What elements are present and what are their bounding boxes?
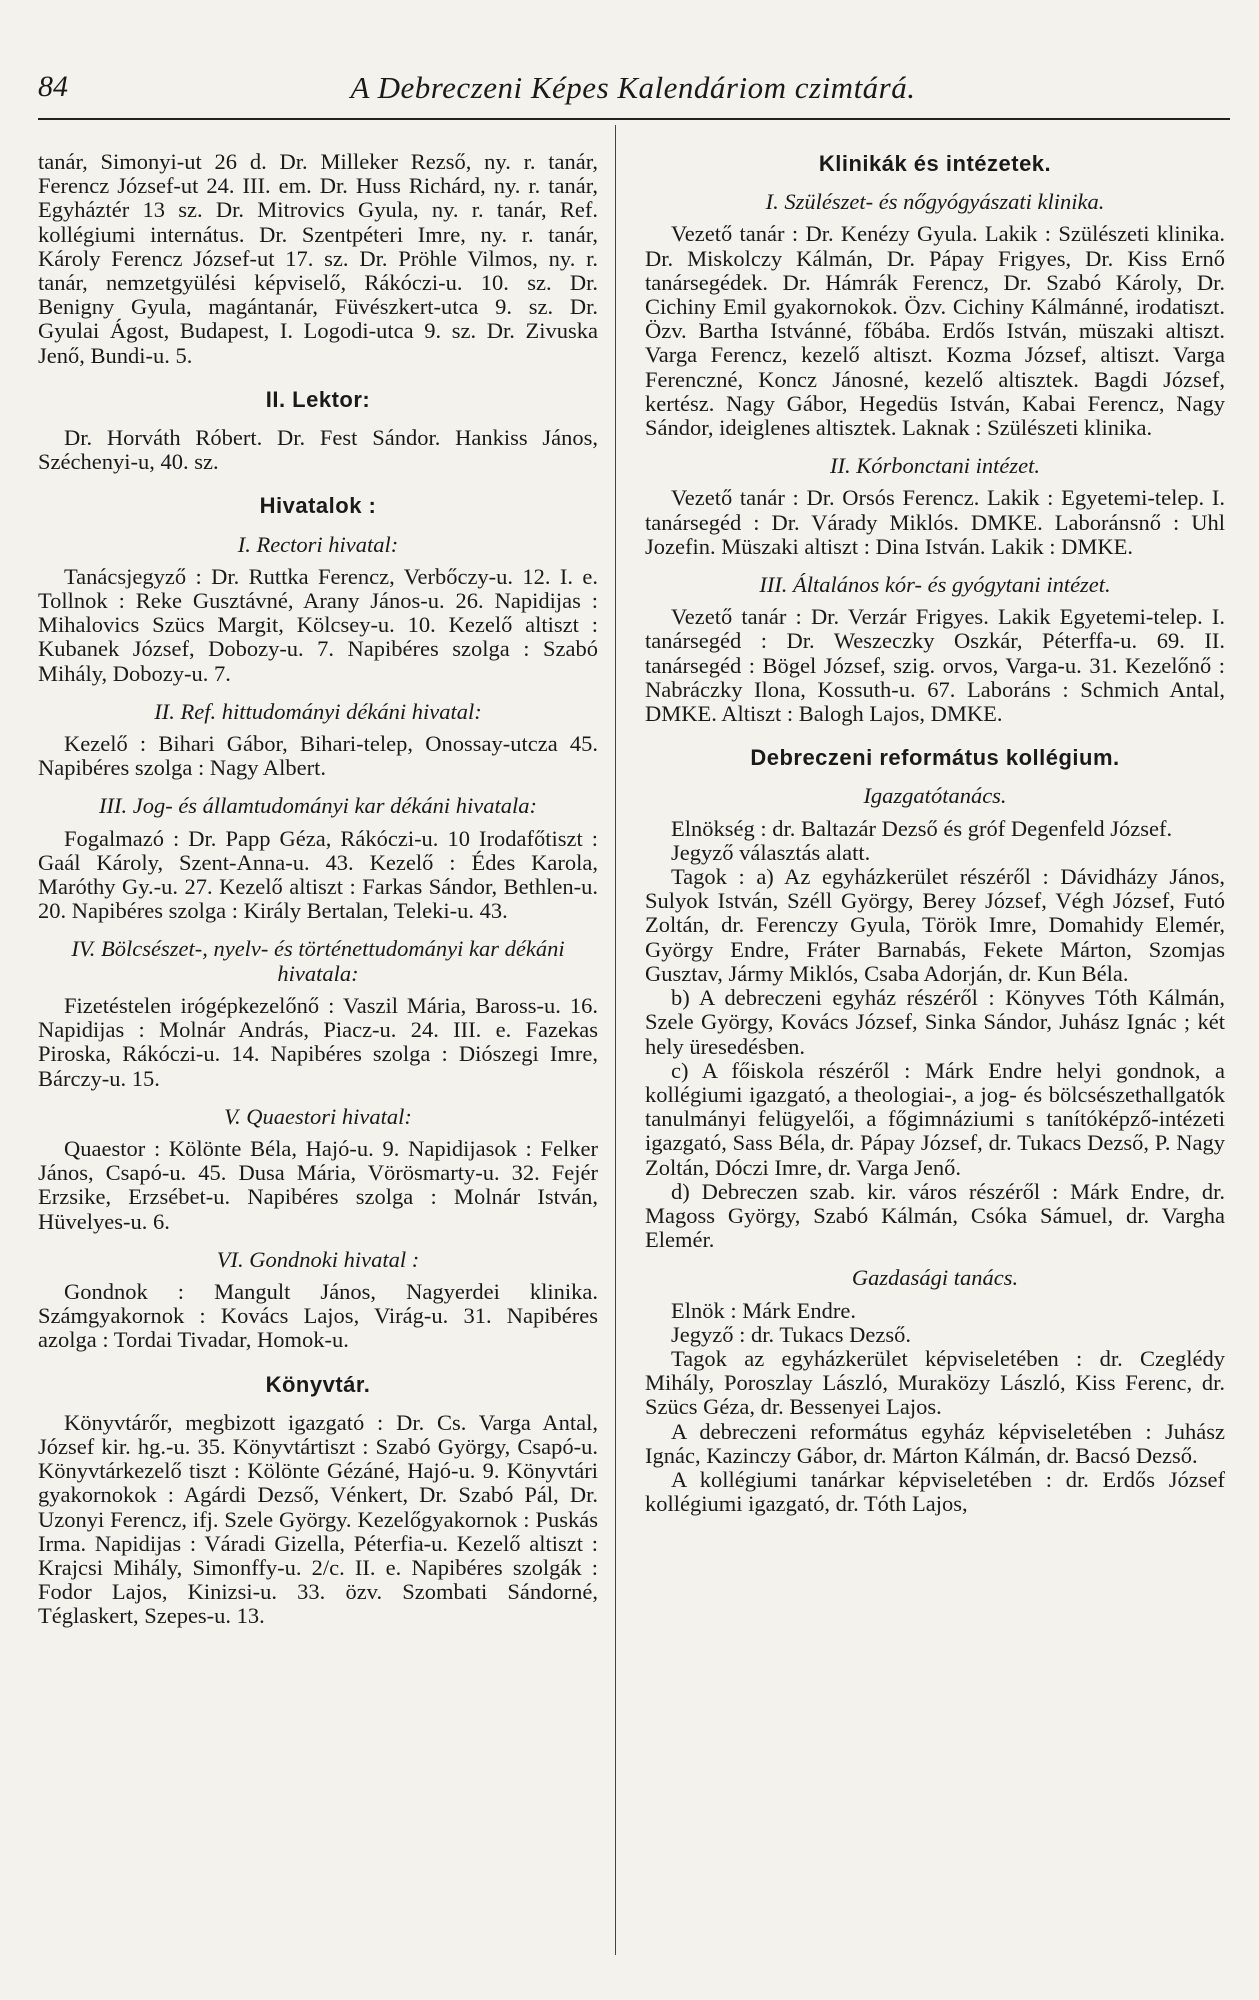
jegyzo2-paragraph: Jegyző : dr. Tukacs Dezső.: [671, 1321, 911, 1347]
elnokseg-paragraph: Elnökség : dr. Baltazár Dezső és gróf Degenfeld József.: [671, 815, 1173, 841]
subheading-altalanos: III. Általános kór- és gyógytani intézet.: [759, 572, 1111, 598]
ref-paragraph: Kezelő : Bihari Gábor, Bihari-telep, Onossay-utcza 45. Napibéres szolga : Nagy Albert.: [38, 731, 598, 781]
tagok-b-paragraph: b) A debreczeni egyház részéről : Könyves Tóth Kálmán, Szele György, Kovács József, Sinka Sándor, Juhász Ignác ; két hely üresedésben.: [645, 985, 1225, 1059]
subheading-quaestori: V. Quaestori hivatal:: [224, 1103, 412, 1129]
tagok2-paragraph: Tagok az egyházkerület képviseletében : dr. Czeglédy Mihály, Poroszlay László, Muraközy László, Kiss Ferenc, dr. Szücs Géza, dr. Bessenyei Lajos.: [645, 1345, 1225, 1420]
subheading-gazdasagi: Gazdasági tanács.: [851, 1265, 1019, 1291]
bolcseszet-paragraph: Fizetéstelen irógépkezelőnő : Vaszil Mária, Baross-u. 16. Napidijas : Molnár András, Piacz-u. 24. III. e. Fazekas Piroska, Rákóczi-u. 14. Napibéres szolga : Diószegi Imre, Bárczy-u. 15.: [38, 992, 598, 1091]
szuleszet-paragraph: Vezető tanár : Dr. Kenézy Gyula. Lakik : Szülészeti klinika. Dr. Miskolczy Kálmán, Dr. Pápay Frigyes, Dr. Kiss Ernő tanársegédek. Dr. Hámrák Ferencz, Dr. Szabó Károly, Dr. Cichiny Emil gyakornokok. Özv. Cichiny Kálmánné, irodatiszt. Özv. Bartha Istvánné, főbába. Erdős István, müszaki altiszt. Varga Ferencz, kezelő altiszt. Kozma József, altiszt. Varga Ferenczné, Koncz Jánosné, kezelő altisztek. Bagdi József, kertész. Nagy Gábor, Hegedüs István, Kabai Ferencz, Nagy Sándor, ideiglenes altisztek. Laknak : Szülészeti klinika.: [645, 221, 1225, 441]
elnok-paragraph: Elnök : Márk Endre.: [671, 1297, 856, 1323]
quaestori-paragraph: Quaestor : Kölönte Béla, Hajó-u. 9. Napidijasok : Felker János, Csapó-u. 45. Dusa Mária, Vörösmarty-u. 32. Fejér Erzsike, Erzsébet-u. Napibéres szolga : Molnár István, Hüvelyes-u. 6.: [38, 1135, 598, 1234]
intro-paragraph: tanár, Simonyi-ut 26 d. Dr. Milleker Rezső, ny. r. tanár, Ferencz József-ut 24. III. em. Dr. Huss Richárd, ny. r. tanár, Egyháztér 13 sz. Dr. Mitrovics Gyula, ny. r. tanár, Ref. kollégiumi internátus. Dr. Szentpéteri Imre, ny. r. tanár, Károly Ferencz József-ut 17. sz. Dr. Pröhle Vilmos, ny. r. tanár, nemzetgyülési képviselő, Rákóczi-u. 10. sz. Dr. Benigny Gyula, magántanár, Füvészkert-utca 9. sz. Dr. Gyulai Ágost, Budapest, I. Logodi-utca 9. sz. Dr. Zivuska Jenő, Bundi-u. 5.: [38, 149, 598, 368]
subheading-gondnoki: VI. Gondnoki hivatal :: [216, 1246, 420, 1272]
page-header: [38, 70, 1228, 110]
subheading-szuleszet: I. Szülészet- és nőgyógyászati klinika.: [765, 189, 1105, 215]
left-column: [38, 150, 598, 1629]
konyvtar-paragraph: Könyvtárőr, megbizott igazgató : Dr. Cs. Varga Antal, József kir. hg.-u. 35. Könyvtártiszt : Szabó György, Csapó-u. Könyvtárkezelő tiszt : Kölönte Gézáné, Hajó-u. 9. Könyvtári gyakornokok : Agárdi Dezső, Vénkert, Dr. Szabó Pál, Dr. Uzonyi Ferencz, ifj. Szele György. Kezelőgyakornok : Puskás Irma. Napidijas : Váradi Gizella, Péterfia-u. Kezelő altiszt : Krajcsi Mihály, Simonffy-u. 2/c. II. e. Napibéres szolgák : Fodor Lajos, Kinizsi-u. 33. özv. Szombati Sándorné, Téglaskert, Szepes-u. 13.: [38, 1409, 598, 1629]
tagok-c-paragraph: c) A főiskola részéről : Márk Endre helyi gondnok, a kollégiumi igazgató, a theologiai-, a jog- és bölcsészethallgatók tanulmányi felügyelői, a főgimnáziumi s tanítóképző-intézeti igazgató, Sass Béla, dr. Pápay József, dr. Tukacs Dezső, P. Nagy Zoltán, Dóczi Imre, dr. Varga Jenő.: [645, 1057, 1225, 1180]
jegyzo-paragraph: Jegyző választás alatt.: [671, 839, 871, 865]
subheading-ref: II. Ref. hittudományi dékáni hivatal:: [154, 698, 482, 724]
page-number: 84: [38, 70, 68, 103]
altalanos-paragraph: Vezető tanár : Dr. Verzár Frigyes. Lakik Egyetemi-telep. I. tanársegéd : Dr. Weszeczky Oszkár, Péterffa-u. 69. II. tanársegéd : Bögel József, szig. orvos, Varga-u. 31. Kezelőnő : Nabráczky Ilona, Kossuth-u. 67. Laboráns : Schmich Antal, DMKE. Altiszt : Balogh Lajos, DMKE.: [645, 604, 1225, 727]
section-heading-hivatalok: Hivatalok :: [259, 493, 377, 519]
subheading-rectori: I. Rectori hivatal:: [237, 531, 399, 557]
subheading-bolcseszet: IV. Bölcsészet-, nyelv- és történettudományi kar dékáni hivatala:: [71, 936, 565, 986]
jog-paragraph: Fogalmazó : Dr. Papp Géza, Rákóczi-u. 10 Irodafőtiszt : Gaál Károly, Szent-Anna-u. 43. Kezelő : Édes Karola, Maróthy Gy.-u. 27. Kezelő altiszt : Farkas Sándor, Bethlen-u. 20. Napibéres szolga : Király Bertalan, Teleki-u. 43.: [38, 825, 598, 924]
subheading-jog: III. Jog- és államtudományi kar dékáni hivatala:: [98, 793, 537, 819]
debreczeni-egyhaz-paragraph: A debreczeni református egyház képviseletében : Juhász Ignác, Kazinczy Gábor, dr. Márton Kálmán, dr. Bacsó Dezső.: [645, 1418, 1225, 1468]
column-divider: [615, 125, 616, 1955]
section-heading-klinikak: Klinikák és intézetek.: [818, 151, 1052, 176]
running-title: A Debreczeni Képes Kalendáriom czimtárá.: [350, 70, 916, 105]
korbonc-paragraph: Vezető tanár : Dr. Orsós Ferencz. Lakik : Egyetemi-telep. I. tanársegéd : Dr. Várady Miklós. DMKE. Laboránsnő : Uhl Jozefin. Müszaki altiszt : Dina István. Lakik : DMKE.: [645, 485, 1225, 559]
subheading-igazgatotanacs: Igazgatótanács.: [863, 783, 1007, 809]
tanari-paragraph: A kollégiumi tanárkar képviseletében : dr. Erdős József kollégiumi igazgató, dr. Tóth Lajos,: [645, 1466, 1225, 1517]
tagok-d-paragraph: d) Debreczen szab. kir. város részéről : Márk Endre, dr. Magoss György, Szabó Kálmán, Csóka Sámuel, dr. Vargha Elemér.: [645, 1178, 1225, 1253]
section-heading-kollegium: Debreczeni református kollégium.: [750, 745, 1120, 771]
subheading-korbonc: II. Kórbonctani intézet.: [830, 453, 1040, 479]
gondnoki-paragraph: Gondnok : Mangult János, Nagyerdei klinika. Számgyakornok : Kovács Lajos, Virág-u. 31. Napibéres azolga : Tordai Tivadar, Homok-u.: [38, 1278, 598, 1353]
tagok-a-paragraph: Tagok : a) Az egyházkerület részéről : Dávidházy János, Sulyok István, Széll György, Berey József, Végh József, Futó Zoltán, dr. Ferenczy Gyula, Török Imre, Domahidy Elemér, György Endre, Fráter Barnabás, Fekete Márton, Szomjas Gusztav, Jármy Miklós, Csaba Adorján, dr. Kun Béla.: [645, 864, 1225, 986]
rectori-paragraph: Tanácsjegyző : Dr. Ruttka Ferencz, Verbőczy-u. 12. I. e. Tollnok : Reke Gusztávné, Arany János-u. 26. Napidijas : Mihalovics Szücs Margit, Kölcsey-u. 10. Kezelő altiszt : Kubanek József, Dobozy-u. 7. Napibéres szolga : Szabó Mihály, Dobozy-u. 7.: [38, 563, 598, 686]
header-rule: [38, 118, 1230, 120]
section-heading-konyvtar: Könyvtár.: [265, 1371, 371, 1397]
right-column: [645, 150, 1225, 1516]
section-heading-lektor: II. Lektor:: [265, 386, 371, 412]
lektor-paragraph: Dr. Horváth Róbert. Dr. Fest Sándor. Hankiss János, Széchenyi-u, 40. sz.: [38, 425, 598, 475]
